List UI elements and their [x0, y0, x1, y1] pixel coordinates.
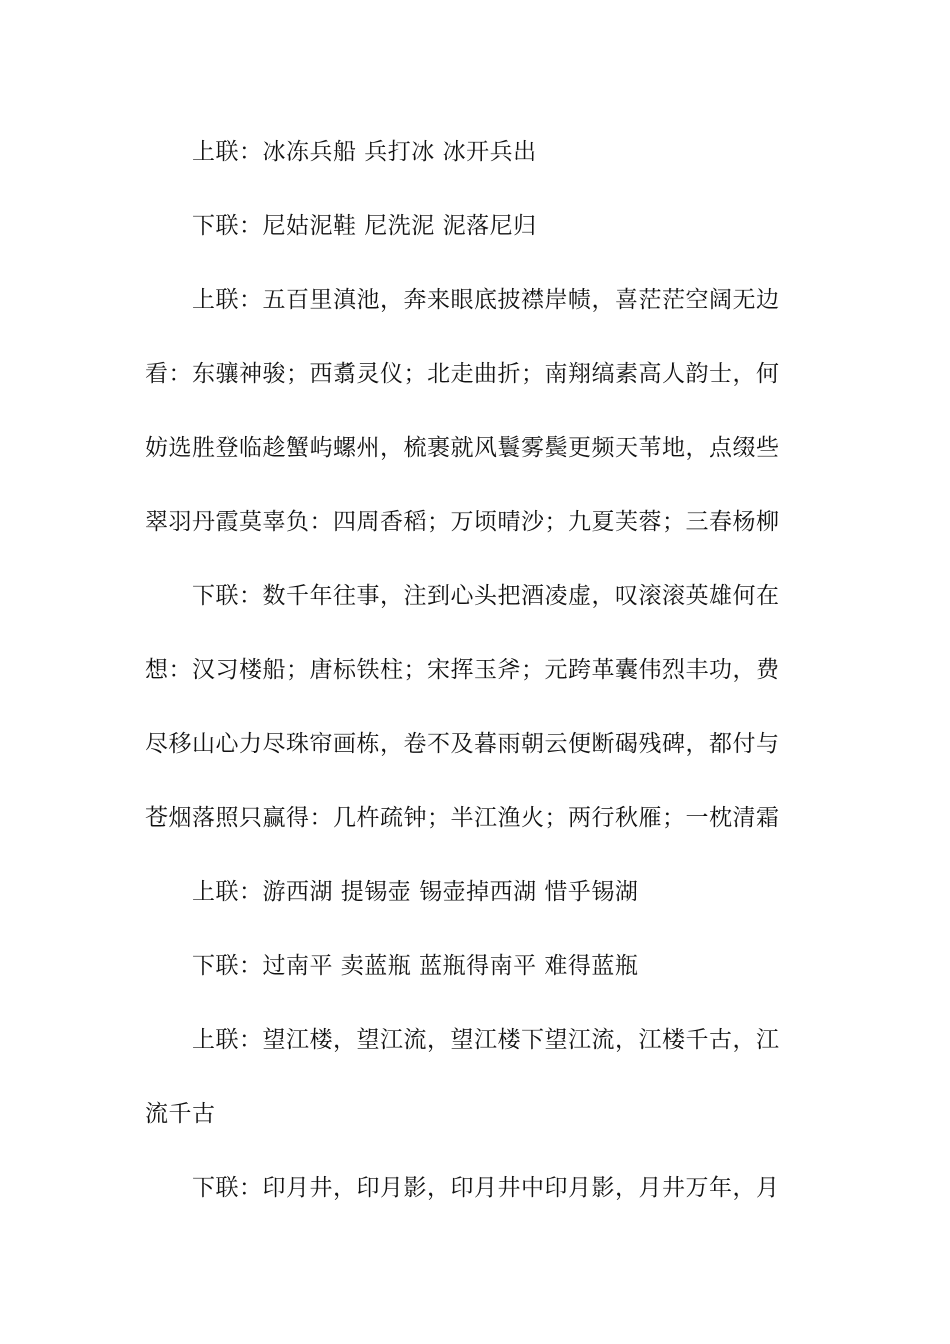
text-line: 看：东骧神骏；西翥灵仪；北走曲折；南翔缟素高人韵士，何: [145, 361, 780, 387]
text-line: 想：汉习楼船；唐标铁柱；宋挥玉斧；元跨革囊伟烈丰功，费: [145, 657, 780, 683]
text-line: 流千古: [145, 1101, 216, 1127]
text-line: 下联：尼姑泥鞋 尼洗泥 泥落尼归: [192, 213, 537, 239]
text-line: 苍烟落照只赢得：几杵疏钟；半江渔火；两行秋雁；一枕清霜: [145, 805, 780, 831]
text-line: 上联：五百里滇池，奔来眼底披襟岸帻，喜茫茫空阔无边: [192, 287, 780, 313]
document-body: [145, 128, 807, 1238]
text-line: 下联：印月井，印月影，印月井中印月影，月井万年，月: [192, 1175, 780, 1201]
text-line: 下联：数千年往事，注到心头把酒凌虚，叹滚滚英雄何在: [192, 583, 780, 609]
text-line: 妨选胜登临趁蟹屿螺州，梳裹就风鬟雾鬓更频天苇地，点缀些: [145, 435, 780, 461]
text-line: 下联：过南平 卖蓝瓶 蓝瓶得南平 难得蓝瓶: [192, 953, 639, 979]
text-line: 上联：游西湖 提锡壶 锡壶掉西湖 惜乎锡湖: [192, 879, 639, 905]
text-line: 翠羽丹霞莫辜负：四周香稻；万顷晴沙；九夏芙蓉；三春杨柳: [145, 509, 780, 535]
text-line: 尽移山心力尽珠帘画栋，卷不及暮雨朝云便断碣残碑，都付与: [145, 731, 780, 757]
text-line: 上联：望江楼，望江流，望江楼下望江流，江楼千古，江: [192, 1027, 780, 1053]
text-line: 上联：冰冻兵船 兵打冰 冰开兵出: [192, 139, 537, 165]
